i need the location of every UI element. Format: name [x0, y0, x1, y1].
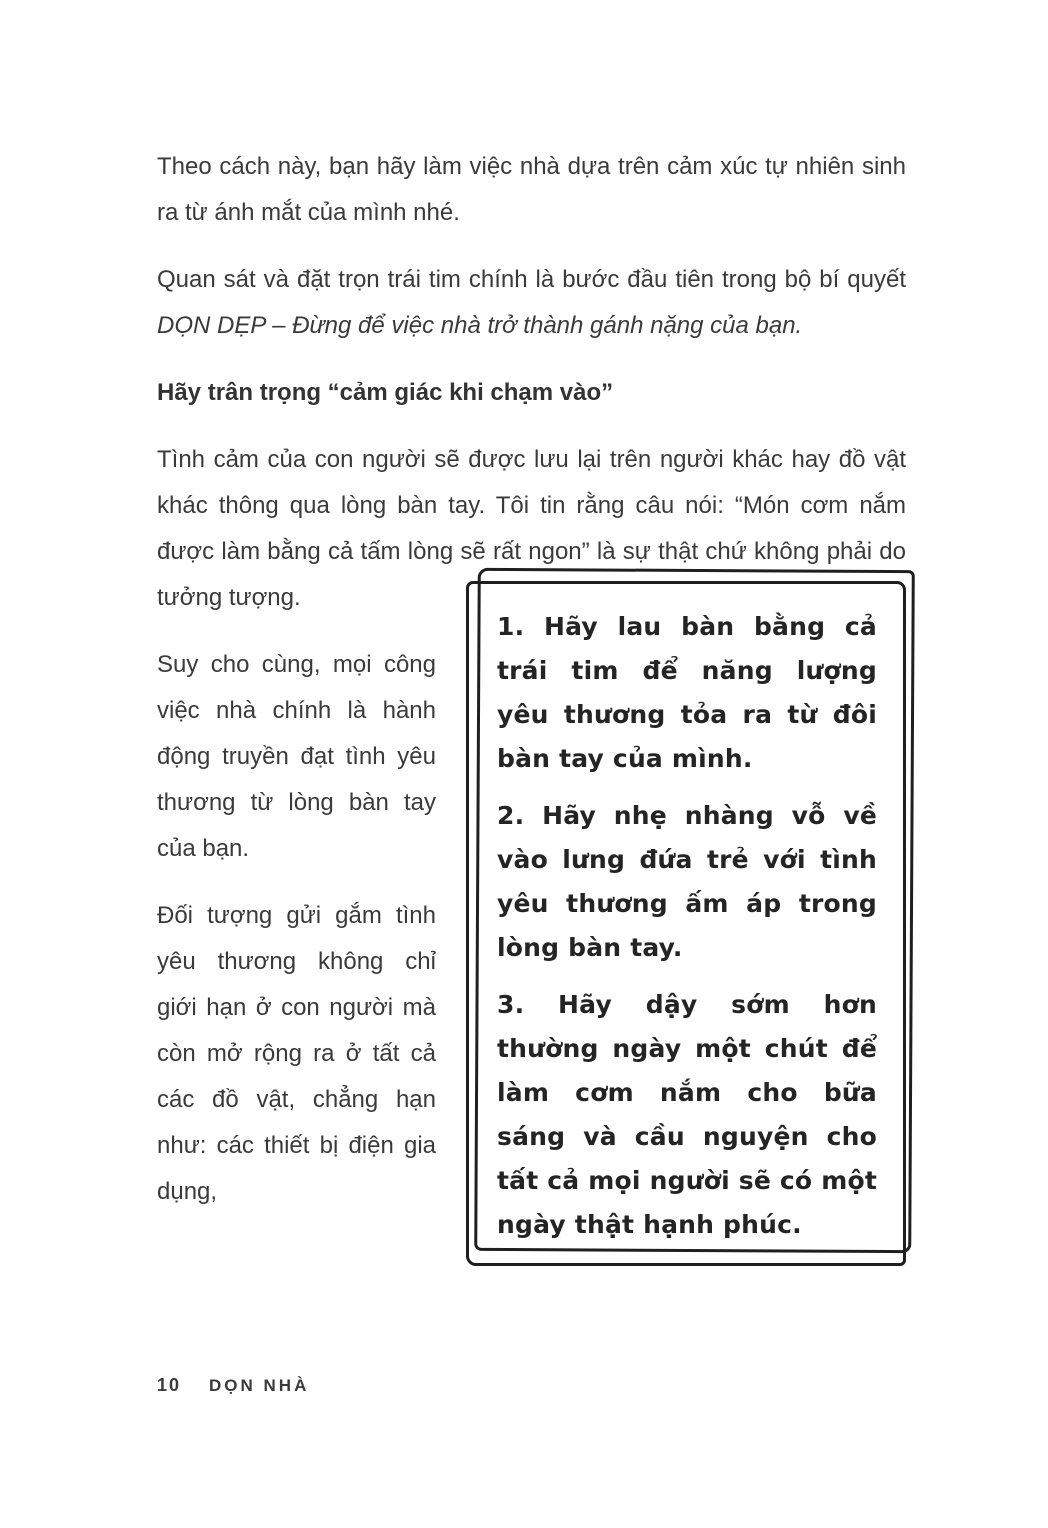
paragraph-3-after-box: thật chứ không phải do tưởng tượng.: [157, 538, 907, 611]
tips-box-item-3: 3. Hãy dậy sớm hơn thường ngày một chút để làm cơm nắm cho bữa sáng và cầu nguyện cho tất cả mọi người sẽ có một ngày thật hạnh phúc.: [497, 990, 877, 1239]
paragraph-5: Đối tượng gửi gắm tình yêu thương không chỉ giới hạn ở con người mà còn mở rộng ra ở tất cả các đồ vật, chẳng hạn như: các thiết bị điện gia dụng,: [157, 902, 436, 1205]
section-heading: Hãy trân trọng “cảm giác khi chạm vào”: [157, 379, 614, 406]
paragraph-2: [157, 257, 906, 349]
page-footer: [157, 1375, 309, 1396]
tips-box-item-2: 2. Hãy nhẹ nhàng vỗ về vào lưng đứa trẻ với tình yêu thương ấm áp trong lòng bàn tay.: [497, 801, 877, 962]
footer-page-number: 10: [157, 1375, 182, 1395]
paragraph-4: Suy cho cùng, mọi công việc nhà chính là hành động truyền đạt tình yêu thương từ lòng bàn tay của bạn.: [157, 651, 436, 862]
paragraph-3-before-box: Tình cảm của con người sẽ được lưu lại trên người khác hay đồ vật khác thông qua lòng bàn tay. Tôi tin rằng câu nói: “Món cơm nắm được làm bằng cả tấm lòng sẽ rất ngon” là sự: [157, 446, 906, 565]
tips-box-item-1: 1. Hãy lau bàn bằng cả trái tim để năng lượng yêu thương tỏa ra từ đôi bàn tay của mình.: [497, 612, 877, 773]
paragraph-1: Theo cách này, bạn hãy làm việc nhà dựa trên cảm xúc tự nhiên sinh ra từ ánh mắt của mình nhé.: [157, 153, 906, 226]
footer-book-title: DỌN NHÀ: [209, 1376, 310, 1395]
paragraph-2-regular-text: Quan sát và đặt trọn trái tim chính là bước đầu tiên trong bộ bí quyết: [157, 266, 906, 293]
tips-box: [466, 581, 906, 1266]
paragraph-2-italic-text: DỌN DẸP – Đừng để việc nhà trở thành gánh nặng của bạn.: [157, 312, 803, 339]
